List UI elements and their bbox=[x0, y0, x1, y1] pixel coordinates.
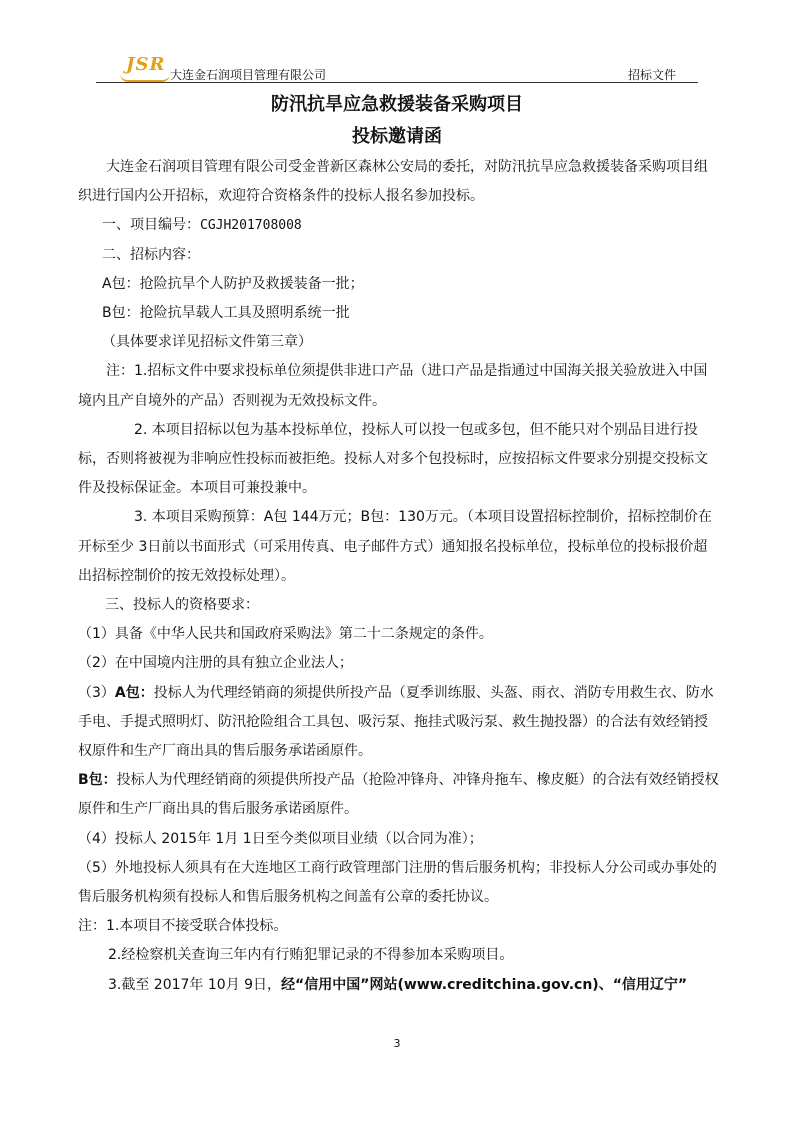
details-note: （具体要求详见招标文件第三章） bbox=[102, 334, 312, 351]
note-2: 2. 本项目招标以包为基本投标单位，投标人可以投一包或多包，但不能只对个别品目进行投标，否则将被视为非响应性投标而被拒绝。投标人对多个包投标时，应按招标文件要求分别提交投标文件及投标保证金。本项目可兼投兼中。 bbox=[78, 421, 708, 497]
page-header bbox=[96, 54, 698, 83]
document-title: 防汛抗旱应急救援装备采购项目 bbox=[271, 94, 523, 115]
package-b-line: B包：抢险抗旱载人工具及照明系统一批 bbox=[102, 305, 350, 322]
project-number: CGJH201708008 bbox=[200, 218, 302, 234]
project-number-label: 一、项目编号： bbox=[102, 217, 200, 234]
company-logo: JSR bbox=[126, 54, 166, 75]
note-3: 3. 本项目采购预算：A包 144万元；B包：130万元。（本项目设置招标控制价，招标控制价在开标至少 3日前以书面形式（可采用传真、电子邮件方式）通知报名投标单位，投标单位的投标报价超出招标控制价的按无效投标处理）。 bbox=[78, 509, 712, 584]
document-body bbox=[78, 153, 720, 1000]
page-number: 3 bbox=[393, 1037, 401, 1050]
n3-prefix: 3.截至 2017年 10月 9日， bbox=[108, 976, 282, 993]
final-note-1: 注：1.本项目不接受联合体投标。 bbox=[78, 918, 288, 935]
qualification-heading: 三、投标人的资格要求： bbox=[105, 597, 259, 614]
project-number-line bbox=[78, 211, 720, 240]
q3-prefix: （3） bbox=[78, 684, 115, 701]
document-subtitle: 投标邀请函 bbox=[352, 126, 442, 147]
final-note-2: 2.经检察机关查询三年内有行贿犯罪记录的不得参加本采购项目。 bbox=[108, 947, 514, 964]
qualification-b bbox=[78, 766, 720, 824]
note-1: 注：1.招标文件中要求投标单位须提供非进口产品（进口产品是指通过中国海关报关验放进入中国境内且产自境外的产品）否则视为无效投标文件。 bbox=[78, 363, 708, 409]
qb-text: 投标人为代理经销商的须提供所投产品（抢险冲锋舟、冲锋舟拖车、橡皮艇）的合法有效经销授权原件和生产厂商出具的售后服务承诺函原件。 bbox=[78, 772, 719, 818]
logo-swoosh bbox=[120, 74, 170, 82]
n3-bold: 经“信用中国”网站(www.creditchina.gov.cn)、“信用辽宁” bbox=[281, 976, 688, 993]
final-note-3 bbox=[78, 971, 720, 1000]
intro-paragraph: 大连金石润项目管理有限公司受金普新区森林公安局的委托，对防汛抗旱应急救援装备采购项目组织进行国内公开招标，欢迎符合资格条件的投标人报名参加投标。 bbox=[78, 159, 708, 205]
qualification-4: （4）投标人 2015年 1月 1日至今类似项目业绩（以合同为准）； bbox=[78, 830, 483, 847]
q3-text: 投标人为代理经销商的须提供所投产品（夏季训练服、头盔、雨衣、消防专用救生衣、防水手电、手提式照明灯、防汛抢险组合工具包、吸污泵、拖挂式吸污泵、救生抛投器）的合法有效经销授权原件和生产厂商出具的售后服务承诺函原件。 bbox=[78, 684, 714, 760]
header-doc-type: 招标文件 bbox=[627, 68, 676, 82]
qualification-3 bbox=[78, 679, 720, 767]
q3-package-a-label: A包： bbox=[114, 684, 154, 701]
qualification-2: （2）在中国境内注册的具有独立企业法人； bbox=[78, 655, 353, 672]
qualification-1: （1）具备《中华人民共和国政府采购法》第二十二条规定的条件。 bbox=[78, 626, 493, 643]
header-company-name: 大连金石润项目管理有限公司 bbox=[170, 68, 327, 82]
package-a-line: A包：抢险抗旱个人防护及救援装备一批； bbox=[102, 275, 364, 292]
content-heading: 二、招标内容： bbox=[102, 246, 200, 263]
qualification-5: （5）外地投标人须具有在大连地区工商行政管理部门注册的售后服务机构；非投标人分公司或办事处的售后服务机构须有投标人和售后服务机构之间盖有公章的委托协议。 bbox=[78, 859, 717, 906]
qb-package-b-label: B包： bbox=[78, 772, 117, 789]
